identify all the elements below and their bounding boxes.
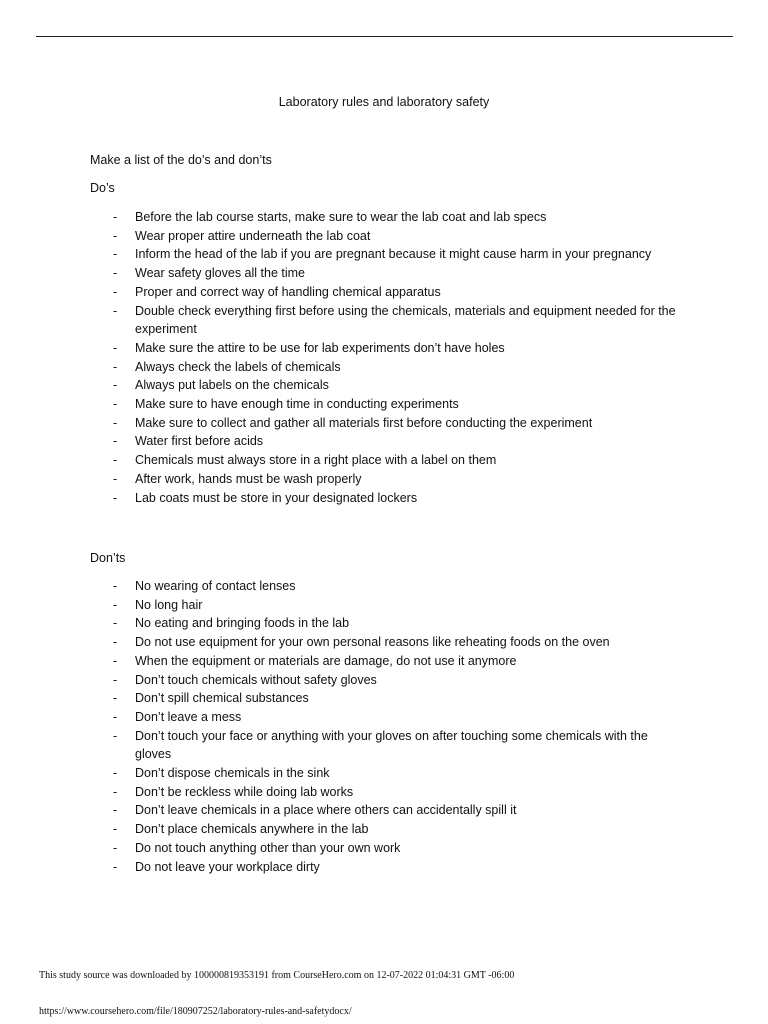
list-item-text: Don’t leave a mess [135, 709, 242, 724]
bullet-dash: - [113, 397, 118, 412]
document-title: Laboratory rules and laboratory safety [278, 95, 490, 109]
list-item [0, 764, 768, 783]
list-item [0, 633, 768, 652]
list-item [0, 820, 768, 839]
list-item [0, 689, 768, 708]
list-item-text: Don’t place chemicals anywhere in the lab [135, 822, 369, 837]
list-item [0, 414, 768, 433]
bullet-dash: - [113, 691, 118, 706]
list-item-text: Make sure to collect and gather all materials first before conducting the experiment [135, 415, 593, 430]
list-item [0, 614, 768, 633]
bullet-dash: - [113, 803, 118, 818]
bullet-dash: - [113, 415, 118, 430]
list-item-text: Proper and correct way of handling chemical apparatus [135, 284, 441, 299]
list-item [0, 470, 768, 489]
list-item [0, 801, 768, 820]
bullet-dash: - [113, 709, 118, 724]
list-item-text: No wearing of contact lenses [135, 579, 296, 593]
list-item-text: Wear safety gloves all the time [135, 266, 305, 281]
source-url-link[interactable]: https://www.coursehero.com/file/180907252/laboratory-rules-and-safetydocx/ [39, 1006, 352, 1017]
list-item [0, 302, 768, 339]
bullet-dash: - [113, 228, 118, 243]
bullet-dash: - [113, 453, 118, 468]
list-item [0, 264, 768, 283]
bullet-dash: - [113, 210, 118, 224]
list-item [0, 339, 768, 358]
bullet-dash: - [113, 359, 118, 374]
list-item [0, 839, 768, 858]
bullet-dash: - [113, 822, 118, 837]
bullet-dash: - [113, 840, 118, 855]
list-item [0, 489, 768, 508]
list-item [0, 727, 768, 764]
bullet-dash: - [113, 672, 118, 687]
list-item-text: Don’t leave chemicals in a place where others can accidentally spill it [135, 803, 517, 818]
list-item [0, 577, 768, 596]
list-item [0, 858, 768, 877]
bullet-dash: - [113, 597, 118, 612]
list-item [0, 245, 768, 264]
list-item-text: Don’t dispose chemicals in the sink [135, 766, 330, 781]
bullet-dash: - [113, 340, 118, 355]
list-item [0, 708, 768, 727]
list-item-text: Don’t be reckless while doing lab works [135, 784, 354, 799]
bullet-dash: - [113, 784, 118, 799]
bullet-dash: - [113, 247, 118, 262]
bullet-dash: - [113, 635, 118, 650]
list-item [0, 208, 768, 227]
list-item-text: No eating and bringing foods in the lab [135, 616, 350, 631]
list-item-text: Don’t touch your face or anything with your gloves on after touching some chemicals with the gloves [135, 728, 648, 762]
list-item-text: Always put labels on the chemicals [135, 378, 329, 393]
dos-list [0, 208, 768, 507]
list-item-text: Make sure the attire to be use for lab experiments don’t have holes [135, 340, 505, 355]
prompt-text: Make a list of the do’s and don’ts [90, 153, 272, 167]
bullet-dash: - [113, 859, 118, 874]
list-item-text: When the equipment or materials are damage, do not use it anymore [135, 653, 517, 668]
bullet-dash: - [113, 434, 118, 449]
bullet-dash: - [113, 471, 118, 486]
list-item [0, 283, 768, 302]
list-item-text: Don’t spill chemical substances [135, 691, 309, 706]
bullet-dash: - [113, 284, 118, 299]
list-item [0, 376, 768, 395]
list-item-text: Lab coats must be store in your designated lockers [135, 490, 418, 505]
dos-heading: Do’s [90, 181, 115, 195]
donts-heading: Don’ts [90, 551, 126, 565]
list-item-text: Before the lab course starts, make sure to wear the lab coat and lab specs [135, 210, 547, 224]
download-notice: This study source was downloaded by 100000819353191 from CourseHero.com on 12-07-2022 01:04:31 GMT -06:00 [39, 970, 515, 981]
list-item-text: Do not touch anything other than your own work [135, 840, 401, 855]
list-item [0, 596, 768, 615]
bullet-dash: - [113, 303, 118, 318]
bullet-dash: - [113, 728, 118, 743]
list-item-text: No long hair [135, 597, 203, 612]
list-item-text: Inform the head of the lab if you are pregnant because it might cause harm in your pregnancy [135, 247, 652, 262]
list-item [0, 652, 768, 671]
bullet-dash: - [113, 490, 118, 505]
list-item [0, 432, 768, 451]
bullet-dash: - [113, 579, 118, 593]
list-item-text: Make sure to have enough time in conducting experiments [135, 397, 459, 412]
list-item-text: Don’t touch chemicals without safety gloves [135, 672, 377, 687]
list-item [0, 358, 768, 377]
bullet-dash: - [113, 616, 118, 631]
header-rule [36, 36, 733, 37]
list-item-text: Wear proper attire underneath the lab coat [135, 228, 371, 243]
list-item [0, 451, 768, 470]
list-item-text: Do not use equipment for your own personal reasons like reheating foods on the oven [135, 635, 610, 650]
bullet-dash: - [113, 378, 118, 393]
list-item-text: After work, hands must be wash properly [135, 471, 362, 486]
list-item-text: Water first before acids [135, 434, 264, 449]
list-item-text: Double check everything first before using the chemicals, materials and equipment needed for the experiment [135, 303, 676, 337]
bullet-dash: - [113, 653, 118, 668]
list-item [0, 783, 768, 802]
list-item [0, 671, 768, 690]
list-item [0, 395, 768, 414]
bullet-dash: - [113, 266, 118, 281]
list-item-text: Always check the labels of chemicals [135, 359, 341, 374]
list-item [0, 227, 768, 246]
donts-list [0, 577, 768, 876]
list-item-text: Do not leave your workplace dirty [135, 859, 320, 874]
list-item-text: Chemicals must always store in a right place with a label on them [135, 453, 497, 468]
bullet-dash: - [113, 766, 118, 781]
